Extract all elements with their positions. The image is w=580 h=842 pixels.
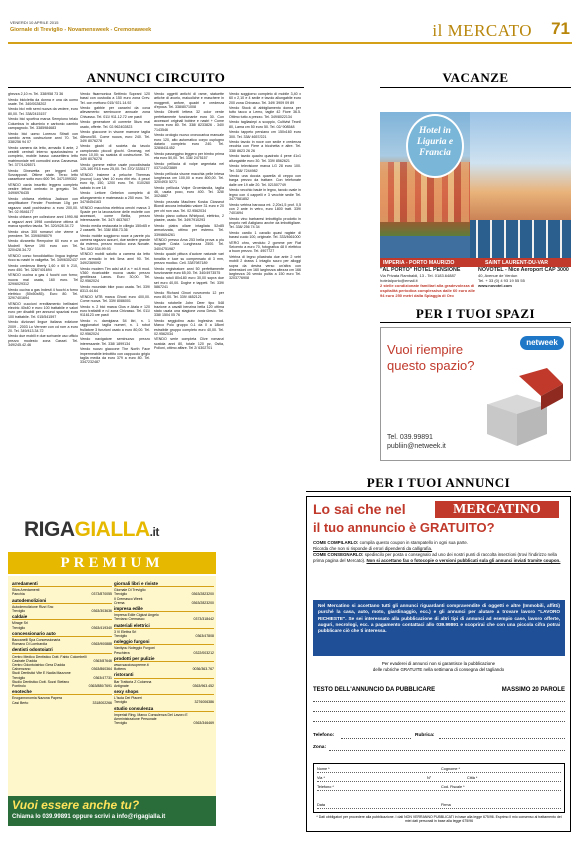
field-label: N° (427, 776, 432, 780)
field-label-rubrica: Rubrica: (415, 733, 435, 738)
directory-entry-phone: 0373/318442 (193, 617, 214, 622)
directory-entry-phone: 0363/47731 (93, 675, 112, 680)
ad-text-label: TESTO DELL'ANNUNCIO DA PUBBLICARE (313, 687, 436, 693)
classified-ad: Vendo credenza liberty 1,60 x 60 h 210, euro 450. Tel. 328/7401694 (8, 263, 78, 272)
classified-ad: VENDO corso fonodidattico lingua inglese ricco su nastri in valigetta. Tel. 349/6302437 (8, 253, 78, 262)
photo-harbour (470, 220, 571, 258)
directory-entry-phone: 0363/346469 (193, 721, 214, 726)
classified-ad: VERO ohro, venduto 2 gomme per Fiat Seicento a euro 70, fotografica 48 II elettrico a buon prezzo. Tel. 4907727 (229, 240, 301, 254)
directory-entry-name: Giornale Di Treviglio (114, 588, 146, 593)
directory-entry-name: Autodemolizione Rizzi Snc (12, 604, 54, 609)
zone-field[interactable] (329, 750, 565, 751)
classified-ad: Vendo televisione marca LG 28 euro 100. Tel. 338/ 7244982 (229, 164, 301, 173)
classified-ad: Vendo tagliasiepi a scoppio, Cultivist Tecnil 80, Lama cm 50 euro 50. Tel. 02/ 908548 (229, 120, 301, 129)
field-label: Via * (317, 776, 325, 780)
ad-headline-line-2: questo spazio? (387, 358, 475, 373)
directory-column-left (12, 580, 112, 705)
directory-entry-name: Casi Berto (12, 700, 29, 705)
directory-category: dentisti odontoiatri (12, 648, 112, 653)
page-header (8, 18, 572, 44)
coupon-notice-line: Per evaderei di annunci non si garantisce la pubblicazione (381, 661, 496, 666)
directory-entry[interactable] (12, 609, 112, 613)
classified-ad: Vendo Olivetti lettera 32 color verde perfettamente funzionante euro 30. Con accessori originali bobine e nastri + Come nuova euro 80. Tel. 338/ 8233826 - 340/ 7143546 (154, 110, 224, 132)
classified-ad: Vendo bici mtb semi nuova da vedere, euro 80,00. Tel. 338/2415157 (8, 107, 78, 116)
classified-ad: Vendo Stock di abbigliamento donna per tutto tacco a Lemo, taglie 42 Fiore 36.5. Ottimo tutto a prezzo. Tel. 349/8022134 (229, 106, 301, 119)
section-title-vacanze: VACANZE (442, 70, 509, 85)
classified-ad: Vendo giochi di societa da tavolo campionato piccoli giochi. Geomag, nel euro 10,00; su scatola di costruzione. Tel. 349/ 8076278 (80, 144, 150, 162)
classified-ad: Vendo nuovo giaccone The North Face impermeabile imbottito con cappuccio grigio taglia media da euro 379 a euro 80. Tel. 3347232487 (80, 347, 150, 365)
field-label-telefono: Telefono: (313, 733, 335, 738)
directory-entry-name: Romano Di Lombardia (12, 642, 48, 647)
classified-ad: Vendo generatore di corrente 5kva mai usato, offerte. Tel. 02.962402823 (80, 120, 150, 129)
directory-entry-name: 3 Vi Elettra Srl (114, 629, 137, 634)
classified-ad: VENDO mobili salotto a camera da letto con armadio in tek 5ma anni 90. Tel. 349/2369092 (80, 252, 150, 265)
classified-ad: Vendo pelliccia Volpe Groenlandia, taglia 46, usata poco, euro 400. Tel. 328/ 3024887 (154, 185, 224, 199)
classified-ad: Vendo Lettore Gebelon completo di allungamento e materassio a 250 euro. Tel. 347/8454163 (80, 191, 150, 204)
rigagialla-cta (8, 796, 216, 826)
directory-entry[interactable] (12, 642, 112, 646)
classified-ad: Vendo oggetti antichi di rame, statuette artiche di avorio, maiuoliche e maschere in moggenti, anfore, quadri e credenza d'epoca. Tel. 338/8071008 (154, 92, 224, 109)
hotel-website[interactable]: www.novotel.com (478, 283, 512, 288)
directory-entry-phone: 0363/419340 (91, 625, 112, 630)
signature-row[interactable] (317, 802, 561, 809)
directory-entry[interactable] (12, 592, 112, 596)
classified-ad: Vendo soggiorno completo di mobile 3,40 x 60 x 2,10 e 4 sedie e tavolo allungabile euro 200 zona Chivasso. Tel. 349/ 3909 09 89 (229, 92, 301, 105)
coupon-subheading: il tuo annuncio è GRATUITO? (313, 520, 495, 535)
directory-entry-phone: 0363/303636 (91, 609, 112, 614)
directory-entry-phone: 0363/963.452 (192, 683, 214, 688)
directory-entry-name: Il Cremasco Week (114, 596, 143, 601)
directory-entry-name: Enoganronomia Nazona Papera (12, 696, 63, 701)
directory-entry[interactable] (114, 634, 214, 638)
classified-ad: Vendo vecchio baule in legno, tavolo ovale in legno con 4 cappelli e 3 vecchie sedie Tel. 3477581852 (229, 188, 301, 201)
hotel-info-right (478, 268, 571, 288)
category-field[interactable] (439, 738, 565, 739)
cta-contact[interactable]: Chiama lo 039.99891 oppure scrivi a info@rigagialla.it (12, 814, 166, 820)
classified-ad: Vendo tavolo in noce con sedie e credenza vecchia con Fiere a bicchetta e altre. Tel. 338/ 8623 26 26 (229, 140, 301, 153)
field-label: Firma (441, 803, 451, 807)
classified-ad: Vendo bici sportiva marca Sempiono telaio Columbus in alluminio e carbonio cambio campagnolo. Tel. 3385984683 (8, 117, 78, 130)
hotel-name: NOVOTEL - Nice Aeroport CAP 3000 (478, 267, 569, 273)
business-directory (8, 576, 216, 796)
section-rule (380, 87, 571, 88)
section-brand: il MERCATO (432, 21, 532, 40)
classified-ad: Vendo due mobili e due scrivanie uso ufficio prezzo modesto zona Cassei. Tel. 349/245.42.46 (8, 334, 78, 348)
classified-ad: Vendo navigatore seminuovo prezzo interessante. Tel. 338/ 1899134 (80, 337, 150, 346)
directory-entry-phone: 0363/87646 (93, 658, 112, 663)
classified-ad: VENDO presso Ama 253 bella prova a piu tsugate Costa Lunghezza 2500. Tel. 340/4751987 (154, 238, 224, 251)
hotel-photo-france (470, 112, 571, 258)
name-row[interactable] (317, 766, 561, 773)
field-label: Cognome * (441, 767, 460, 771)
directory-entry-name: Treviglio (114, 634, 128, 639)
directory-entry[interactable] (114, 684, 214, 688)
classified-ad: Vendo chitarra elettrica Jackson con amplificatore Fender Frontman 10g per ragazzo usati pochissimo a euro 200,00. Tel. 02.9546177 (8, 196, 78, 214)
coupon-rules: Nel Mercatino si accettano tutti gli annunci riguardanti compravendite di oggetti e altre (Immobili, affitti) purché la casa, auto, moto, giardinaggio, ecc.) e gli annunci per alutare a trovare lavoro "LAVORO RICHIESTE". Se sei interessato alla pubblicazione di altri tipi di annunci ad esempio case, lavoro offerte, auguri, necrologi, ecc. a pagamento contattaci allo 039.99891 e scoprirai che con una piccola cifra potrai pubblicare ciò che ti interessa. (313, 600, 565, 656)
directory-entry-name: Treviglio (12, 625, 26, 630)
directory-entry-name: Silva Arredamenti (12, 588, 40, 593)
logo-part: RIGA (24, 518, 75, 541)
logo-part: GIALLA (74, 518, 150, 541)
classified-ad: ghezza 2,10 m. Tel. 338/958 73 36 (8, 92, 64, 96)
classified-ad: Vendo circa 300 romanzi che vieme a prendere. Tel. 339/6098079 (8, 229, 78, 238)
rigagialla-banner (8, 516, 216, 576)
field-label: Cod. Fiscale * (441, 785, 465, 789)
classified-ad: Vendo orologio nuovo cronocarica manuale euro 120, alto automatico corpo cuplugno datario completo euro 240. Tel. 328/8411452 (154, 133, 224, 151)
ad-text-line[interactable] (313, 711, 565, 712)
ad-text-line[interactable] (313, 701, 565, 702)
directory-category: prodotti per pulizie (114, 657, 214, 662)
directory-entry-name: Bar Trattoria Z Colomna (114, 679, 152, 684)
classified-ad: Vendo cucina a gas Indesit 4 fuochi a forno elettrico (50x50x85). Euro 80. Tel. 329/7401694 (8, 287, 78, 301)
logo-part: .it (149, 525, 159, 539)
classified-ad: Vetrina di legno pilastrata due ante 2 vetri mobili 2 draws 1 intaglio scuro per alloggi sopra da destra verso un'altra con dimensioni cm 160 larghezza altezza cm 166 larghezza 26 vendo pulita a 150 euro Tel. 3203776908 (229, 254, 301, 281)
classified-column (229, 92, 301, 472)
directory-category: studio consulenza (114, 707, 214, 712)
mercatino-coupon (306, 496, 571, 832)
classified-ad: Vendo n. damigiana 54 litri, n. 1 raggionaturi taglia numeri, n. 1 robot frullatore 3 funzioni usato a euro 80,00. Tel. 02.9562024 (80, 319, 150, 336)
classified-ad: Vendo dizionari lingue italiana edizione 2009 - 2003 Lo Vernner con cd rom a euro 20. Tel. 349/413.34.72 (8, 320, 78, 333)
field-label: Data (317, 803, 326, 807)
section-rule (306, 491, 571, 492)
directory-entry-name: Treviglio (114, 592, 128, 597)
directory-category: caldaie (12, 615, 112, 620)
classified-column (154, 92, 224, 507)
classified-column (80, 92, 150, 507)
directory-category: ristoranti (114, 673, 214, 678)
directory-entry-name: Studio Dentistico Dott. Sozzi Stefano (12, 679, 70, 684)
instruction-label: COME CONSEGNARLO: (313, 552, 364, 557)
field-label-zona: Zona: (313, 745, 327, 750)
directory-category: autodemolizioni (12, 599, 112, 604)
ad-phone: Tel. 039.99891 (387, 434, 433, 441)
directory-entry-phone: 0363/47808 (195, 634, 214, 639)
hotel-promo: 2 stelle condizionate familiari alla gradevolezza di ospitalità periodica complessiva dalle 60 euro alle 94 euro 250 metri dalla Spiaggia di Oro (380, 283, 475, 298)
classified-ad: Vendo chitarra per collezione anni 1990-98 a ragazzi anni 1998 condizione ottima di marca sportivo tavola. Tel. 320/428.34.72 (8, 215, 78, 228)
directory-category: giornali libri e riviste (114, 582, 214, 587)
classified-ad: VENDO MTB marca Ghost euro 400,00. Come nuova. Tel. 339/ 8086001 (80, 294, 150, 304)
coupon-heading: Lo sai che nel (313, 501, 406, 517)
personal-data-form (313, 763, 565, 813)
instruction-text: spediscilo per posta o consegnalo ad uno dei nostri punti di raccolta inserzioni (trovi l'indirizzo nella prima pagina del Mercato). (313, 552, 557, 563)
coupon-notice-line: delle rubriche GRATUITE nella settimana di consegna del tagliando (372, 667, 505, 672)
cta-headline: Vuoi essere anche tu? (12, 798, 140, 812)
classified-ad: Vendo piano cottura Whirlpool, elettrico, 2 piastre, usato. Tel. 349/7910293 (154, 214, 224, 223)
directory-entry[interactable] (114, 700, 214, 704)
ad-text-heading (313, 687, 565, 693)
classified-ad: Vendo registratore anni 50 perfettamente funzionante euro 65,00. Tel. 340/4973575 (154, 266, 224, 275)
directory-entry-name: Treviglio (12, 675, 26, 680)
classified-ad: VENDO cuccioni ereditamento bellissimi electric 40x40 e euro 100 trattabile e valori euro per disabili per annunci spaziosi euro 100 trattabile. Tel. 015/541597 (8, 301, 78, 319)
ad-headline-line-1: Vuoi riempire (387, 342, 464, 357)
directory-entry-name: Casirate D'adda (12, 658, 37, 663)
directory-category: arredamenti (12, 582, 112, 587)
classified-ad: Vendo media restaurata in ciliegio 150x65 e 2 cassetti. Tel. 338/ 858.73.36 (80, 223, 150, 233)
section-title-annunci-circuito: ANNUNCI CIRCUITO (86, 70, 226, 85)
classified-ad: Vendo gabbie per canarini da cova allevamento seminuove annuale zona Chivasso. Tel. 011/ 911.12.72 ore pasti (80, 106, 150, 119)
classified-ad: Vendo modem Tim adsl wi-fi a + wi-fi mod. V360 ricaricabile nuova usato prezzo gentilezza Lanos. Euro 30,00. Tel. 02.9562024 (80, 266, 150, 284)
directory-entry-name: www.sacciosupreme.it (114, 663, 149, 668)
directory-entry[interactable] (12, 684, 112, 688)
contact-row[interactable] (317, 784, 561, 791)
directory-entry-name: Panchia (12, 592, 25, 597)
classified-ad: VENDO cucina a gas 4 fuochi con forno; nuova mai usata, 160 euro. Tel 329/6029312 (8, 273, 78, 287)
directory-entry-phone: 0373/870055 (91, 592, 112, 597)
field-label: Città * (467, 776, 478, 780)
directory-entry-name: Studi Dentistici Vite E Nadia Mazzone (12, 671, 71, 676)
netweek-ad (380, 327, 571, 461)
classified-ad: Vendo vino barbaresi imbottiglio prodotto in proprio nell Astigiano anche da imbottigliare. Tel. 338/ 256 74 34 (229, 216, 301, 230)
ad-headline (387, 342, 474, 374)
directory-entry-name: Peschiera (114, 650, 130, 655)
classified-ad: Vendo fisarmonica Settimio Soprani 120 bassi con custodia a 150 euro zona Crev. Tel. con mettono 015/ 921.14.92 (80, 92, 150, 105)
directory-entry-name: Crema (114, 600, 125, 605)
directory-entry-phone: 0363/900888 (91, 642, 112, 647)
directory-entry-name: L'Isola Dei Piaceri (114, 696, 142, 701)
classified-ad: VENDO cavia inscritto leggero completo vestire lettoni ombrato in gregato. Tel. 349/6976435 (8, 182, 78, 196)
directory-entry-name: Treviano Cremasco (114, 617, 145, 622)
directory-entry[interactable] (12, 626, 112, 630)
hotel-name: "AL PORTO" HOTEL PENSIONE (380, 267, 461, 273)
directory-entry-phone: 0363/2823200 (191, 600, 214, 605)
classified-ad: Vendo Dinewetta per leggeri Lefti Sovrapposti. Ottime state. Terzo letto cassettone sotto euro 600 Tel. 3471099302 (8, 168, 78, 182)
directory-category: concessionario auto (12, 632, 112, 637)
directory-entry-name: Vanityou Noleggio Furgoni (114, 646, 155, 651)
ad-email[interactable]: publiin@netweek.it (387, 443, 446, 450)
location-right: SAINT LAURENT-DU-VAR (485, 259, 549, 266)
directory-entry-name: Centro Odontoiatrico Gera D'adda (12, 663, 66, 668)
privacy-note: * Dati obbligatori per procedere alla pubblicazione. I dati NON VERRANNO PUBBLICATI in base alla legge 675/96. Esprimo il mio consenso al trattamento dei miei dati personali in base alla legge 675/96 (316, 815, 562, 824)
mercatino-logo: MERCATINO (435, 501, 559, 518)
section-title-annunci: PER I TUOI ANNUNCI (366, 475, 511, 490)
classified-ad: VENDO serie completa Clive romanzi scatola anni 80, totale 120 pz, Ostia, Polloni, ottimo affare. Tel 2/ 6302701 (154, 337, 224, 351)
classified-ad: Vendo gomme estive usate pocodistrada 125-160 R15 euro 25,00. Tel. 370/ 3335177 (80, 162, 150, 172)
field-label: Telefono * (317, 785, 334, 789)
classified-ad: Vendo divanetto Rempoine 60 euro e un Modrell Nerve 190 euro con Tel. 320/428.34.72 (8, 239, 78, 253)
directory-entry-phone: 0363/2823200 (191, 592, 214, 597)
phone-field[interactable] (341, 738, 411, 739)
directory-entry-phone: 3276006386 (194, 700, 214, 705)
classified-ad: Vendo seggiolino auto Inglesina mod. Marco Polo gruppo 0-1 da 0 a 18kml estraibile gruppo completo euro 40,00. Tel. 02.9562034 (154, 319, 224, 336)
directory-entry[interactable] (114, 721, 214, 725)
classified-ad: Vendo piatra ollare intagliata 52x85 armorizzata, ottimo per esterno. Tel. 339/8654261 (154, 223, 224, 237)
directory-entry-phone: 0363/880/7691 (88, 684, 112, 689)
directory-entry-phone: 0363/860364 (91, 667, 112, 672)
location-band (380, 258, 571, 267)
classified-ad: Vendo bici uomo Lorenzo Stirati con cambio arms costruzione anni 70. Tel. 338/256 94 07 (8, 131, 78, 145)
directory-entry[interactable] (114, 667, 214, 671)
directory-entry[interactable] (12, 701, 112, 705)
directory-entry-name: Pontirolo (12, 684, 26, 689)
directory-category: materiali elettrici (114, 624, 214, 629)
directory-entry-name: Antignate (114, 683, 129, 688)
hotel-badge: Hotel in Liguria e Francia (406, 114, 464, 178)
directory-entry-name: Impresa Edile Ciglust Angelo (114, 613, 159, 618)
classified-ad: Vendo camera da letto, armadio 6 ante, 2 cestelli centrali interno spaziosissimo e completo, mobile basso cassettiera letto matrimoniale reti comodini zona Canavesa. Tel. 377/1426571 (8, 145, 78, 167)
classified-ad: Vendo bicicletta da donna e una da uomo usate. Tel. 340/0028202 (8, 97, 78, 106)
directory-entry[interactable] (114, 713, 214, 721)
directory-column-right (114, 580, 214, 725)
directory-entry[interactable] (114, 617, 214, 621)
instruction-note: Non si accettano fax o fotocopie o versioni pubblicati sula gli annunci inviati tramite coupon. (366, 558, 561, 563)
instruction-label: COME COMPILARLO: (313, 540, 359, 545)
location-left: IMPERIA - PORTO MAURIZIO (383, 259, 455, 266)
directory-category: sexy shops (114, 690, 214, 695)
ad-text-line[interactable] (313, 721, 565, 722)
directory-category: impresa edile (114, 607, 214, 612)
classified-ad: Vendo pelliccia di volpe argentata nel 0371/4023889 (154, 161, 224, 170)
classified-ad: Vendo pelliccia visone macchia pelle intesa lunghezza cm 100,00 a euro 800,00. Tel. 320/493/ 5271 (154, 171, 224, 185)
hotel-address: Via Privata Rambaldi, 13 - Tel. 0183.64887 (380, 273, 456, 278)
directory-entry-phone: 3318002266 (92, 700, 112, 705)
section-rule (380, 322, 571, 323)
issue-date: VENERDI 10 APRILE 2015 (10, 20, 59, 25)
coupon-notice (307, 661, 570, 673)
directory-category: enoteche (12, 690, 112, 695)
ad-text-limit: MASSIMO 20 PAROLE (501, 687, 565, 693)
classified-ad: Vendo cardio 1 cavallo quasi ragiste di barasi cuoio 100, originale. Tel. 333/4661000 (229, 230, 301, 240)
classified-ad: VENDO insieme a peluche Thermas (nuovo) Lucy Vani 10 euro ritiri etc. 4 pezzi euro tip, 150, 1200 euro. Tel. 010/260 sabato in ore 18 (80, 172, 150, 190)
hotel-address: 40, Avenue de Verdun (478, 273, 518, 278)
puzzle-icon (477, 368, 567, 450)
ad-contact (387, 433, 446, 451)
field-label: Nome * (317, 767, 330, 771)
page-number: 71 (551, 19, 570, 38)
directory-entry-name: Bottens (114, 667, 126, 672)
classified-ad: Vendo giaccone in visone marrone taglia 48euro/50. Come nuova, euro 240. Tel. 349/ 8076278 (80, 130, 150, 143)
classified-ad: Vendo passeggino leggero per bimbo prima eta euro 50,00. Tel. 338/ 2475157 (154, 151, 224, 161)
section-title-spazi: PER I TUOI SPAZI (415, 306, 536, 321)
classified-ad: Vendo quadri pittura d'autore naturale vari tonalita e luce su compensato di 3 mm, prezzo modico. Cell. 3387987189 (154, 252, 224, 265)
classified-ad: VENDO macchina elettrica cerchi marca 3 Spade per la lavorazione delle mulette con accessori, come Bellia, prezzo interessante. Tel. 347/ 4637607 (80, 205, 150, 223)
rigagialla-logo (8, 516, 216, 552)
classified-ad: Vendo mobile soggiorno noce a parete piu camera ragazzo azzurri, due sedere grande da esterno, prezzo modico zona Novate. Tel. 340/ 534.99.93 (80, 233, 150, 251)
section-rule (8, 87, 304, 88)
directory-entry-name: Imperiali Ring. Marco Consulenza Del Lavoro E Amministrazione Personale (114, 712, 188, 722)
directory-entry-name: Treviglio (12, 609, 26, 614)
directory-entry-name: Centro Medico Dentistico Dott. Fabio Colombelli (12, 654, 87, 659)
directory-entry-name: Treviglio (114, 721, 128, 726)
directory-entry-name: Treviglio (114, 700, 128, 705)
classified-ad: Vendo rotobelle John Deer tipo 548 trazione a cavalli benzina bella 120 ottima stato usata una stagione zona Desio. Tel. 338/ 1504 05 76 (154, 300, 224, 318)
directory-entry-phone: 0036/363.767 (192, 667, 214, 672)
directory-entry[interactable] (114, 601, 214, 605)
classified-ad: Vendo Richard Ginori novecento 12 per euro 80,00. Tel. 339/ 4652121 (154, 290, 224, 299)
publication-name: Giornale di Treviglio - Novamensweek - Cremonaweek (10, 27, 152, 33)
coupon-instructions (313, 540, 565, 564)
classified-ad: Vendo n. 2 bici marca Gios e Atala e 120 euro trattabili e n.l zona Chivasso. Tel. 011/ 9116123 ore pasti (80, 304, 150, 318)
premium-label: PREMIUM (8, 552, 216, 574)
netweek-logo: netweek (520, 336, 564, 350)
instruction-text: compila questo coupon in stampatello in ogni sua parte. (359, 540, 468, 545)
classified-ad: Vendo una doccia quarella di ceppo con barga prezzo da trattare. Con telefonate dalle ore 19 alle 20. Tel. 021507749 (229, 174, 301, 187)
directory-entry-name: Calvenzano (12, 667, 31, 672)
classified-ad: Vendo pezzata Maulinex Koska Closseut Blondi ancora imballato valore 31 euro e 20 per chi non usa. Tel. 02.9562034 (154, 199, 224, 213)
directory-entry[interactable] (114, 651, 214, 655)
classified-ad: Vendo tavolo quadro quadrato 4 pene 41x1 allungabile euro 30. Tel. 339/ 8562621 (229, 154, 301, 163)
address-row[interactable] (317, 775, 561, 782)
hotel-phone: Tel. + 33 (0) 4 93 19 55 55 (478, 278, 525, 283)
directory-category: noleggio furgoni (114, 640, 214, 645)
directory-entry-name: Baccanelli Spa Concessionaria (12, 638, 61, 643)
directory-entry-name: Mirage Srl (12, 621, 28, 626)
hotel-info-left (380, 268, 476, 298)
instruction-note: Ricorda che non si risponde di errori dipendenti da calligrafia. (313, 546, 433, 551)
hotel-email[interactable]: hotelalporto@email.it (380, 278, 418, 283)
classified-ad: Vendo vetrina barocca mt. 2,20x1,5 prof. 0,5 con 2 ante in vetro, euro 1800 tratt. 339/ 7401694 (229, 202, 301, 216)
classified-ad: Vendo mountain bike poco usata. Tel. 339/ 8313.44.64 (80, 285, 150, 294)
photo-sea (380, 236, 470, 258)
classified-ad: Vendo tappeto persiano cm 150x160 euro 300. Tel. 338/ 4657/221 (229, 130, 301, 139)
classified-ad: Vendo rotoli 80x180 euro 30,00 sopra due set euro 40,00. Doghe e tappeti. Tel. 339/ 5867241 (154, 276, 224, 290)
directory-entry-phone: 0322/003212 (193, 650, 214, 655)
classified-column (8, 92, 78, 507)
